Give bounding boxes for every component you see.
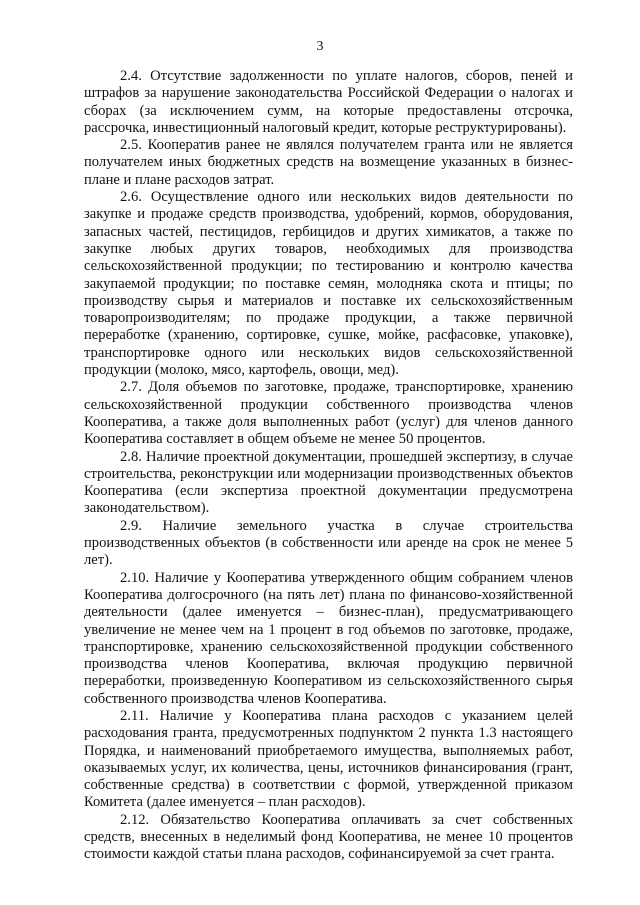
clause-2-9: 2.9. Наличие земельного участка в случае строительства производственных объектов (в собственности или аренде на срок не менее 5 лет). xyxy=(84,517,573,569)
clause-2-7: 2.7. Доля объемов по заготовке, продаже, транспортировке, хранению сельскохозяйственной продукции собственного производства членов Кооператива, а также доля выполненных работ (услуг) для членов данного Кооператива составляет в общем объеме не менее 50 процентов. xyxy=(84,379,573,448)
clause-2-8: 2.8. Наличие проектной документации, прошедшей экспертизу, в случае строительства, реконструкции или модернизации производственных объектов Кооператива (если экспертиза проектной документации предусмотрена законодательством). xyxy=(84,448,573,517)
document-body xyxy=(84,68,573,864)
page-number: 3 xyxy=(316,39,324,54)
clause-2-12: 2.12. Обязательство Кооператива оплачивать за счет собственных средств, внесенных в неделимый фонд Кооператива, не менее 10 процентов стоимости каждой статьи плана расходов, софинансируемой за счет гранта. xyxy=(84,811,573,863)
clause-2-5: 2.5. Кооператив ранее не являлся получателем гранта или не является получателем иных бюджетных средств на возмещение указанных в бизнес-плане и плане расходов затрат. xyxy=(84,137,573,188)
clause-2-11: 2.11. Наличие у Кооператива плана расходов с указанием целей расходования гранта, предусмотренных подпунктом 2 пункта 1.3 настоящего Порядка, и наименований приобретаемого имущества, выполняемых работ, оказываемых услуг, их количества, цены, источников финансирования (грант, собственные средства) в соответствии с формой, утвержденной приказом Комитета (далее именуется – план расходов). xyxy=(84,707,573,811)
clause-2-6: 2.6. Осуществление одного или нескольких видов деятельности по закупке и продаже средств производства, удобрений, кормов, оборудования, запасных частей, пестицидов, гербицидов и других химикатов, а также по закупке любых других товаров, необходимых для производства сельскохозяйственной продукции; по тестированию и контролю качества закупаемой продукции; по поставке семян, молодняка скота и птицы; по производству сырья и материалов и поставке их сельскохозяйственным товаропроизводителям; по продаже продукции, а также первичной переработке (хранению, сортировке, сушке, мойке, расфасовке, упаковке), транспортировке одного или нескольких видов сельскохозяйственной продукции (молоко, мясо, картофель, овощи, мед). xyxy=(84,189,573,379)
clause-2-10: 2.10. Наличие у Кооператива утвержденного общим собранием членов Кооператива долгосрочного (на пять лет) плана по финансово-хозяйственной деятельности (далее именуется – бизнес-план), предусматривающего увеличение не менее чем на 1 процент в год объемов по заготовке, продаже, транспортировке, хранению сельскохозяйственной продукции собственного производства членов Кооператива, включая продукцию первичной переработки, произведенную Кооперативом из сельскохозяйственного сырья собственного производства членов Кооператива. xyxy=(84,569,573,707)
clause-2-4: 2.4. Отсутствие задолженности по уплате налогов, сборов, пеней и штрафов за нарушение законодательства Российской Федерации о налогах и сборах (за исключением сумм, на которые предоставлены отсрочка, рассрочка, инвестиционный налоговый кредит, которые реструктурированы). xyxy=(84,68,573,136)
